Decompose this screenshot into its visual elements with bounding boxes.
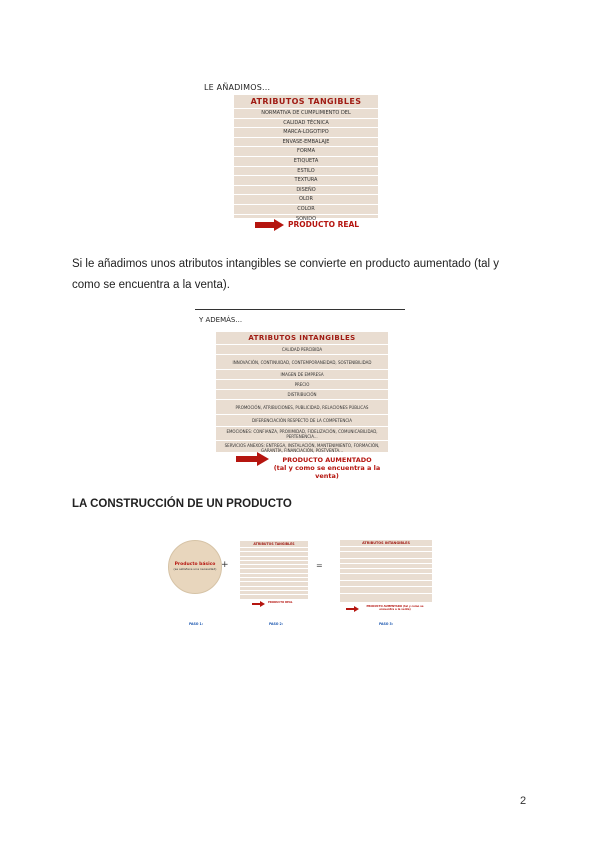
table-row: DISTRIBUCIÓN: [216, 389, 388, 399]
basic-product-circle: [168, 540, 222, 594]
table-row: ETIQUETA: [234, 156, 378, 166]
table-row: [340, 573, 432, 580]
intangible-attributes-table: [216, 332, 388, 452]
figure-caption: LE AÑADIMOS...: [204, 83, 271, 92]
table-row: TEXTURA: [234, 175, 378, 185]
table-title: ATRIBUTOS INTANGIBLES: [248, 334, 356, 342]
table-row: IMAGEN DE EMPRESA: [216, 369, 388, 379]
body-paragraph: Si le añadimos unos atributos intangibles se convierte en producto aumentado (tal y como se encuentra a la venta).: [72, 258, 500, 291]
table-row: [340, 586, 432, 593]
step-label: PASO 1:: [188, 622, 204, 626]
table-row: FORMA: [234, 146, 378, 156]
table-row: PRECIO: [216, 379, 388, 389]
step-label: PASO 3:: [378, 622, 394, 626]
circle-title: Producto básico: [174, 562, 216, 568]
tangible-attributes-table: [234, 95, 378, 222]
mini-table-title: ATRIBUTOS INTANGIBLES: [362, 541, 410, 545]
mini-intangible-table: [340, 540, 432, 602]
circle-text: (se satisface una necesidad): [173, 567, 217, 572]
mini-table-title: ATRIBUTOS TANGIBLES: [253, 542, 295, 546]
step-label: PASO 2:: [268, 622, 284, 626]
mini-result-label: PRODUCTO REAL: [268, 601, 293, 604]
table-row: MARCA-LOGOTIPO: [234, 127, 378, 137]
table-row: INNOVACIÓN, CONTINUIDAD, CONTEMPORANEIDAD, SOSTENIBILIDAD: [216, 354, 388, 369]
page-number: 2: [520, 795, 527, 807]
figure-caption: Y ADEMÁS...: [199, 316, 243, 324]
table-row: CALIDAD PERCIBIDA: [216, 344, 388, 354]
divider: [195, 309, 405, 310]
step-2-caption: [240, 622, 312, 626]
mini-result-label: PRODUCTO AUMENTADO (tal y como se encuentra a la venta): [366, 605, 424, 612]
arrow-right-icon: [255, 219, 285, 231]
table-title: ATRIBUTOS TANGIBLES: [250, 97, 362, 106]
result-label: [262, 456, 392, 480]
table-row: [340, 551, 432, 558]
table-row: [340, 593, 432, 600]
step-1-caption: [168, 622, 224, 626]
result-label: PRODUCTO REAL: [288, 220, 360, 229]
step-3-caption: [340, 622, 432, 626]
table-row: PROMOCIÓN, ATRIBUCIONES, PUBLICIDAD, RELACIONES PÚBLICAS: [216, 399, 388, 414]
table-row: ESTILO: [234, 166, 378, 176]
arrow-right-icon: [252, 601, 266, 607]
section-heading: LA CONSTRUCCIÓN DE UN PRODUCTO: [72, 498, 292, 510]
plus-sign: +: [221, 560, 229, 570]
table-row: COLOR: [234, 204, 378, 214]
table-row: OLOR: [234, 194, 378, 204]
table-row: DIFERENCIACIÓN RESPECTO DE LA COMPETENCIA: [216, 414, 388, 426]
table-row: SONIDO: [234, 214, 378, 224]
result-line-2: (tal y como se encuentra a la venta): [273, 464, 381, 480]
mini-tangible-table: [240, 541, 308, 599]
table-row: SERVICIOS ANEXOS: ENTREGA, INSTALACIÓN, MANTENIMIENTO, FORMACIÓN, GARANTÍA, FINANCIACIÓN, POSTVENTA...: [216, 440, 388, 454]
table-row: EMOCIONES: CONFIANZA, PROXIMIDAD, FIDELIZACIÓN, COMUNICABILIDAD, PERTENENCIA...: [216, 426, 388, 440]
table-row: ENVASE-EMBALAJE: [234, 137, 378, 147]
table-row: CALIDAD TÉCNICA: [234, 118, 378, 128]
table-row: DISEÑO: [234, 185, 378, 195]
table-row: [240, 594, 308, 598]
arrow-right-icon: [346, 606, 360, 612]
equals-sign: =: [316, 561, 323, 570]
table-row: NORMATIVA DE CUMPLIMIENTO DEL: [234, 108, 378, 118]
result-line-1: PRODUCTO AUMENTADO: [282, 456, 372, 464]
